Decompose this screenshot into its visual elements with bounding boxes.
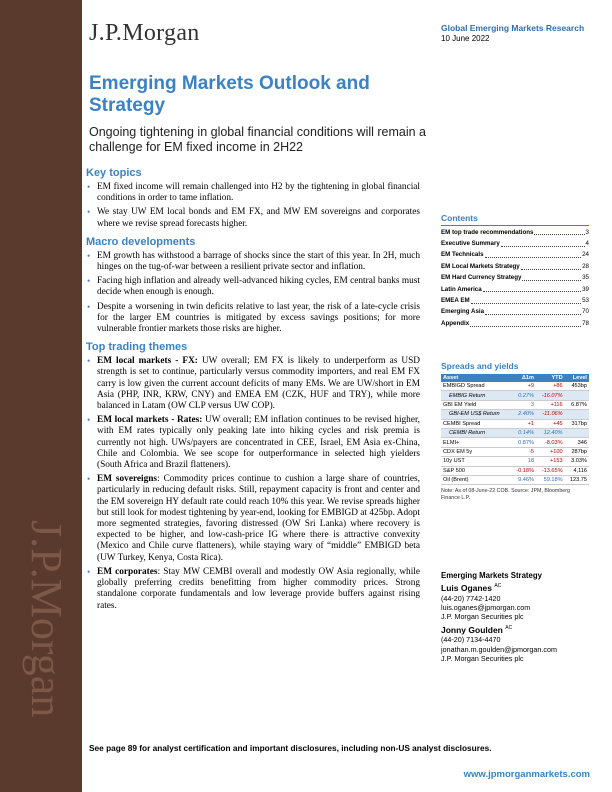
cell-level: 346 (565, 438, 589, 447)
cell-level: 6.87% (565, 400, 589, 409)
theme-lead: EM local markets - Rates: (97, 415, 203, 426)
toc-row[interactable] (441, 251, 589, 260)
cell-level: 317bp (565, 419, 589, 428)
cell-asset: Oil (Brent) (441, 475, 511, 484)
spreads-heading: Spreads and yields (441, 361, 519, 371)
cell-change-1m: 9.46% (511, 475, 536, 484)
cell-change-1m: 3 (511, 400, 536, 409)
cell-asset: ELMI+ (441, 438, 511, 447)
toc-row[interactable] (441, 274, 589, 283)
cell-change-ytd: -8.03% (536, 438, 565, 447)
toc-leader (471, 297, 581, 304)
cell-change-ytd: 12.40% (536, 428, 565, 437)
cell-level: 453bp (565, 382, 589, 391)
cell-asset: EMBIG Return (441, 391, 511, 400)
cell-change-ytd: -11.06% (536, 410, 565, 419)
theme-lead: EM local markets - FX: (97, 356, 198, 367)
toc-row[interactable] (441, 297, 589, 306)
toc-leader (534, 229, 584, 236)
theme-text: UW overall; EM FX is likely to underperform as USD strength is set to continue, particularly versus commodity importers, and real EM FX carry is low given the current account deficits of many EMs. We are UW/short in EM Asia (PHP, INR, KRW, CNY) and EMEA EM (CZK, HUF and TRY), while more balanced in Latam (OW CLP versus UW COP). (97, 356, 420, 412)
trading-themes-list (86, 356, 420, 611)
report-series-title: Global Emerging Markets Research (441, 23, 585, 33)
table-row (441, 410, 589, 419)
cell-level (565, 428, 589, 437)
contents-heading: Contents (441, 213, 589, 226)
table-row (441, 400, 589, 409)
toc-leader (522, 274, 581, 281)
table-row (441, 447, 589, 456)
cell-asset: S&P 500 (441, 466, 511, 475)
toc-page: 28 (582, 262, 589, 270)
toc-page: 78 (582, 319, 589, 327)
cell-change-1m: 2.40% (511, 410, 536, 419)
list-item: • Facing high inflation and already well-advanced hiking cycles, EM central banks must decide when enough is enough. (86, 276, 420, 298)
author-phone: (44-20) 7134-4470 (441, 635, 501, 645)
cell-level: 287bp (565, 447, 589, 456)
toc-page: 35 (582, 274, 589, 282)
cell-change-1m: -0.18% (511, 466, 536, 475)
cell-asset: CEMBI Return (441, 428, 511, 437)
table-of-contents (441, 213, 589, 329)
toc-leader (521, 263, 581, 270)
cell-change-ytd: +116 (536, 400, 565, 409)
column-header: Asset (441, 374, 511, 382)
theme-lead: EM corporates (97, 566, 158, 577)
author-name: Luis Oganes $^{AC}$ (441, 583, 502, 594)
report-header (441, 23, 606, 43)
cell-level: 4,116 (565, 466, 589, 475)
toc-label[interactable]: EM Hard Currency Strategy (441, 274, 522, 282)
toc-label[interactable]: EMEA EM (441, 296, 470, 304)
toc-label[interactable]: Emerging Asia (441, 308, 485, 316)
authors-panel (441, 571, 606, 663)
author-email[interactable]: luis.oganes@jpmorgan.com (441, 603, 531, 613)
column-header: Δ1m (511, 374, 536, 382)
toc-label[interactable]: Appendix (441, 319, 470, 327)
toc-row[interactable] (441, 320, 589, 329)
report-date: 10 June 2022 (441, 34, 490, 43)
toc-leader (470, 320, 581, 327)
brand-sidebar (0, 0, 82, 792)
table-row (441, 475, 589, 484)
column-header: Level (565, 374, 589, 382)
main-content (86, 167, 420, 618)
table-row (441, 466, 589, 475)
key-topics-list (86, 182, 420, 230)
toc-row[interactable] (441, 308, 589, 317)
table-row (441, 382, 589, 391)
cell-change-1m: +9 (511, 382, 536, 391)
cell-change-1m: 0.14% (511, 428, 536, 437)
list-item (86, 356, 420, 412)
cell-change-1m: -5 (511, 447, 536, 456)
page-subtitle: Ongoing tightening in global financial conditions will remain a challenge for EM fixed income in 2H22 (89, 125, 427, 154)
table-row (441, 391, 589, 400)
toc-label[interactable]: Executive Summary (441, 239, 500, 247)
list-item (86, 474, 420, 564)
toc-leader (483, 286, 581, 293)
spreads-yields-panel (441, 361, 589, 502)
author-name: Jonny Goulden $^{AC}$ (441, 624, 513, 635)
toc-label[interactable]: EM top trade recommendations (441, 228, 534, 236)
toc-page: 24 (582, 251, 589, 259)
table-row (441, 457, 589, 466)
table-row (441, 428, 589, 437)
theme-text: UW overall; EM inflation continues to be revised higher, with EM rates typically only peaking late into hiking cycles and risk premia is currently not high. UWs/payers are concentrated in CEE, Israel, EM Asia ex-China, Chile and Colombia. We see scope for outperformance in selected high yielders (South Africa and Brazil flatteners). (97, 415, 420, 471)
cell-asset: CEMBI Spread (441, 419, 511, 428)
author-email[interactable]: jonathan.m.goulden@jpmorgan.com (441, 644, 557, 654)
list-item: • EM fixed income will remain challenged into H2 by the tightening in global financial conditions in order to tame inflation. (86, 182, 420, 204)
spreads-note: Note: As of 08-June-22 COB. Source: JPM, Bloomberg Finance L.P. (441, 488, 570, 502)
cell-change-1m: 0.27% (511, 391, 536, 400)
cell-level: 123.75 (565, 475, 589, 484)
cell-level (565, 391, 589, 400)
toc-label[interactable]: EM Technicals (441, 251, 484, 259)
cell-change-ytd: +153 (536, 457, 565, 466)
list-item (86, 567, 420, 612)
jpmorgan-logo: J.P.Morgan (89, 20, 200, 46)
cell-change-ytd: -13.65% (536, 466, 565, 475)
toc-label[interactable]: EM Local Markets Strategy (441, 262, 520, 270)
cell-change-1m: +1 (511, 419, 536, 428)
sidebar-watermark-logo: J.P.Morgan (22, 520, 71, 718)
table-row (441, 438, 589, 447)
cell-change-1m: 0.87% (511, 438, 536, 447)
disclosure-notice: See page 89 for analyst certification and important disclosures, including non-US analyst disclosures. (89, 743, 492, 753)
cell-asset: GBI EM Yield (441, 400, 511, 409)
toc-page: 39 (582, 285, 589, 293)
trading-themes-heading: Top trading themes (86, 341, 188, 354)
cell-asset: CDX EM 5y (441, 447, 511, 456)
toc-page: 53 (582, 296, 589, 304)
toc-page: 4 (585, 239, 589, 247)
theme-text: : Stay MW CEMBI overall and modestly OW Asia regionally, while globally preferring credits benefitting from higher commodity prices. Strong standalone corporate fundamentals and low leverage provide buffers against rising rates. (97, 566, 420, 611)
toc-row[interactable] (441, 286, 589, 295)
cell-change-ytd: +86 (536, 382, 565, 391)
macro-list (86, 251, 420, 335)
theme-lead: EM sovereigns (97, 474, 158, 485)
cell-asset: 10y UST (441, 457, 511, 466)
cell-asset: EMBIGD Spread (441, 382, 511, 391)
strategy-team: Emerging Markets Strategy (441, 571, 542, 580)
macro-heading: Macro developments (86, 235, 196, 248)
website-link[interactable]: www.jpmorganmarkets.com (463, 769, 590, 780)
toc-label[interactable]: Latin America (441, 285, 482, 293)
list-item (86, 415, 420, 471)
cell-asset: GBI-EM US$ Return (441, 410, 511, 419)
list-item: • Despite a worsening in twin deficits relative to last year, the risk of a late-cycle crisis for the larger EM countries is mitigated by excess savings positions; for more vulnerable frontier markets those risks are higher. (86, 302, 420, 336)
cell-level: 3.03% (565, 457, 589, 466)
cell-change-ytd: 59.18% (536, 475, 565, 484)
key-topics-heading: Key topics (86, 167, 142, 179)
cell-change-ytd: +100 (536, 447, 565, 456)
cell-change-ytd: -16.07% (536, 391, 565, 400)
author-phone: (44-20) 7742-1420 (441, 593, 501, 603)
toc-row[interactable] (441, 229, 589, 238)
cell-change-1m: 18 (511, 457, 536, 466)
column-header: YTD (536, 374, 565, 382)
author-firm: J.P. Morgan Securities plc (441, 612, 524, 622)
list-item: • We stay UW EM local bonds and EM FX, and MW EM sovereigns and corporates where we revise spread forecasts higher. (86, 207, 420, 229)
toc-leader (501, 240, 585, 247)
spreads-table (441, 374, 589, 485)
list-item: • EM growth has withstood a barrage of shocks since the start of this year. In 2H, much hinges on the tug-of-war between a resilient private sector and inflation. (86, 251, 420, 273)
author-firm: J.P. Morgan Securities plc (441, 653, 524, 663)
toc-row[interactable] (441, 240, 589, 249)
table-row (441, 419, 589, 428)
toc-page: 70 (582, 308, 589, 316)
page-title: Emerging Markets Outlook and Strategy (89, 73, 370, 116)
toc-page: 3 (585, 228, 589, 236)
theme-text: : Commodity prices continue to cushion a large share of countries, particularly in reducing default risks. Still, repayment capacity is front and center and the EM sovereign HY default rate could reach 10% this year. We revise spreads higher but still look for modest tightening by year-end, looking for EMBIGD at 425bp. Adopt more segmented strategies, favoring distressed (OW Sri Lanka) where recovery is expected to be higher, and low-cash-price IG where there is attractive convexity (Mexico and Chile curve flatteners), while staying wary of “middle” EMBIGD beta (UW Turkey, Kenya, Costa Rica). (97, 474, 420, 563)
toc-row[interactable] (441, 263, 589, 272)
cell-change-ytd: +45 (536, 419, 565, 428)
toc-leader (485, 308, 581, 315)
toc-leader (485, 251, 582, 258)
cell-level (565, 410, 589, 419)
